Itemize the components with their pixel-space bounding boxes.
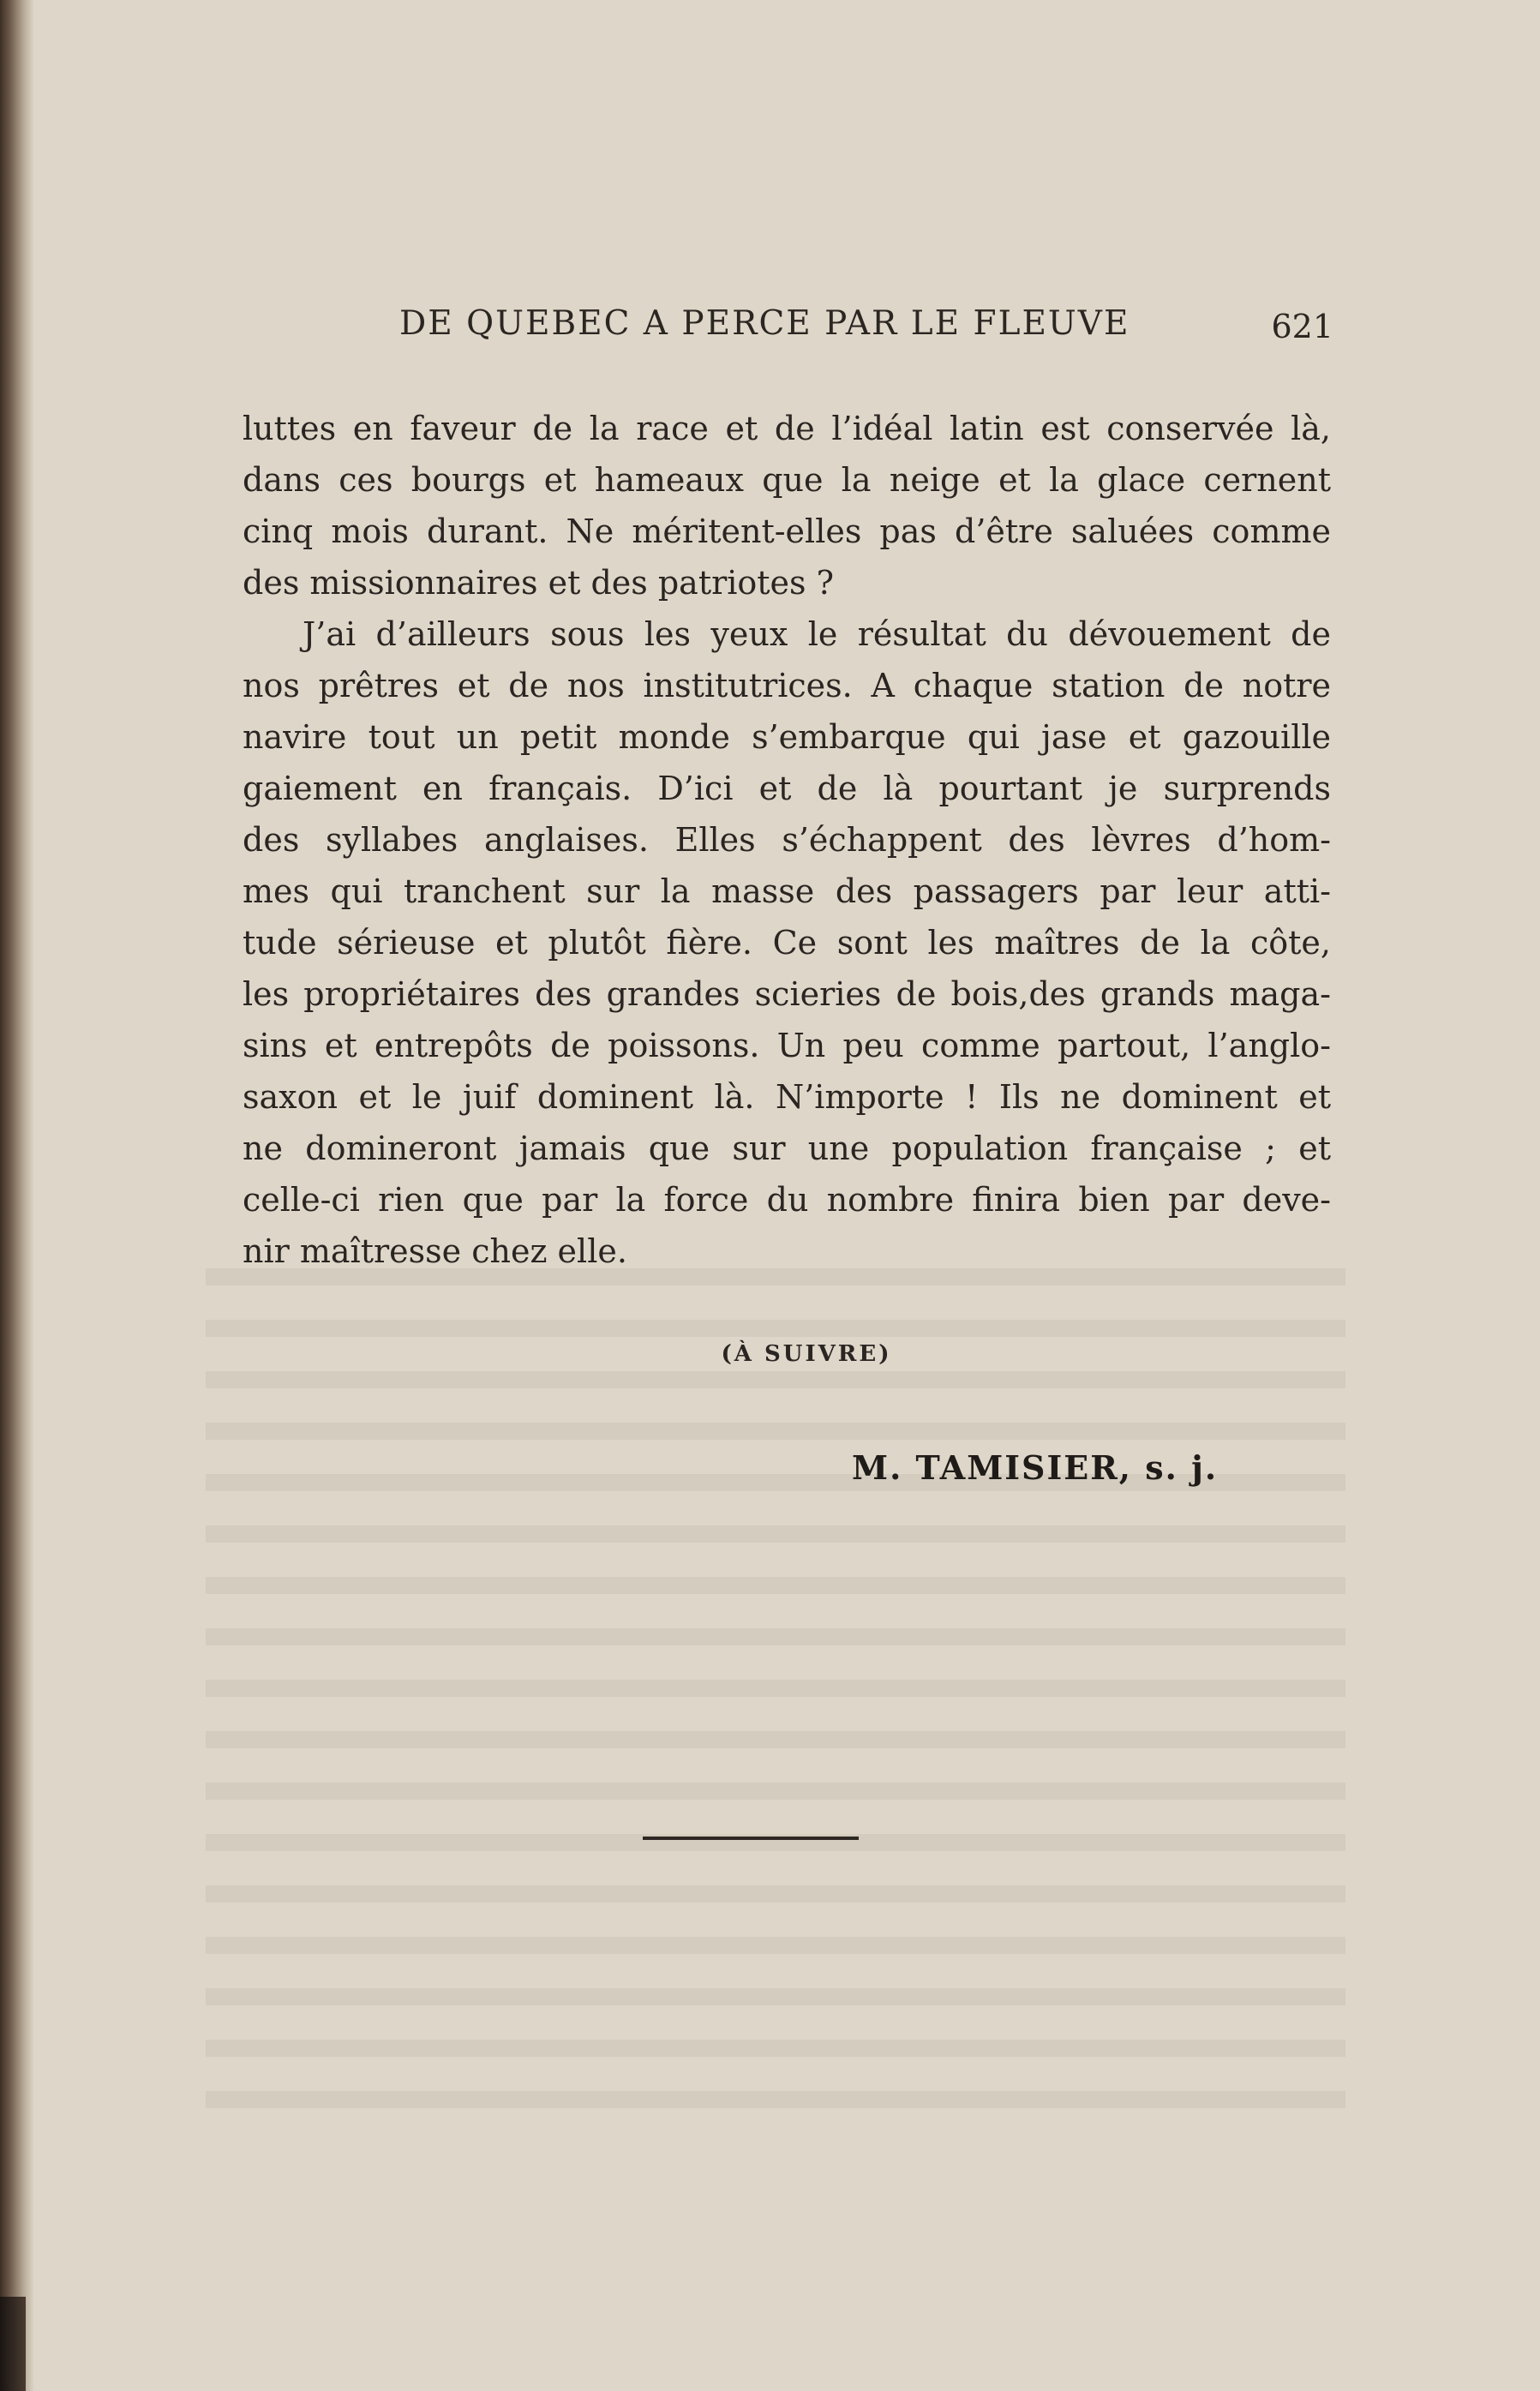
text-line: navire tout un petit monde s’embarque qui jase et gazouille xyxy=(243,718,1331,756)
text-line: les propriétaires des grandes scieries de bois,des grands maga- xyxy=(243,975,1331,1013)
continuation-note: (À SUIVRE) xyxy=(721,1341,892,1367)
running-head-title: DE QUEBEC A PERCE PAR LE FLEUVE xyxy=(399,304,1130,343)
text-line: celle-ci rien que par la force du nombre finira bien par deve- xyxy=(243,1181,1331,1219)
text-line: nos prêtres et de nos institutrices. A chaque station de notre xyxy=(243,667,1331,704)
text-line: J’ai d’ailleurs sous les yeux le résultat du dévouement de xyxy=(303,615,1331,653)
author-signature: M. TAMISIER, s. j. xyxy=(852,1448,1219,1487)
running-head xyxy=(399,304,1333,356)
text-line: dans ces bourgs et hameaux que la neige et la glace cernent xyxy=(243,461,1331,499)
text-line: luttes en faveur de la race et de l’idéal latin est conservée là, xyxy=(243,410,1331,447)
text-line: mes qui tranchent sur la masse des passagers par leur atti- xyxy=(243,872,1331,910)
body-text xyxy=(243,403,1331,1277)
text-line: cinq mois durant. Ne méritent-elles pas d’être saluées comme xyxy=(243,512,1331,550)
text-line: sins et entrepôts de poissons. Un peu comme partout, l’anglo- xyxy=(243,1027,1331,1064)
binding-edge xyxy=(0,2297,26,2391)
text-line: nir maîtresse chez elle. xyxy=(243,1232,627,1270)
text-line: des syllabes anglaises. Elles s’échappent des lèvres d’hom- xyxy=(243,821,1331,859)
page-number: 621 xyxy=(1271,308,1333,345)
text-line: des missionnaires et des patriotes ? xyxy=(243,564,834,602)
text-line: gaiement en français. D’ici et de là pourtant je surprends xyxy=(243,770,1331,807)
binding-shadow xyxy=(0,0,34,2391)
text-line: ne domineront jamais que sur une population française ; et xyxy=(243,1130,1331,1167)
section-rule xyxy=(643,1837,859,1840)
bleed-through-text xyxy=(206,1268,1345,2125)
text-line: saxon et le juif dominent là. N’importe ! Ils ne dominent et xyxy=(243,1078,1331,1116)
text-line: tude sérieuse et plutôt fière. Ce sont les maîtres de la côte, xyxy=(243,924,1331,962)
